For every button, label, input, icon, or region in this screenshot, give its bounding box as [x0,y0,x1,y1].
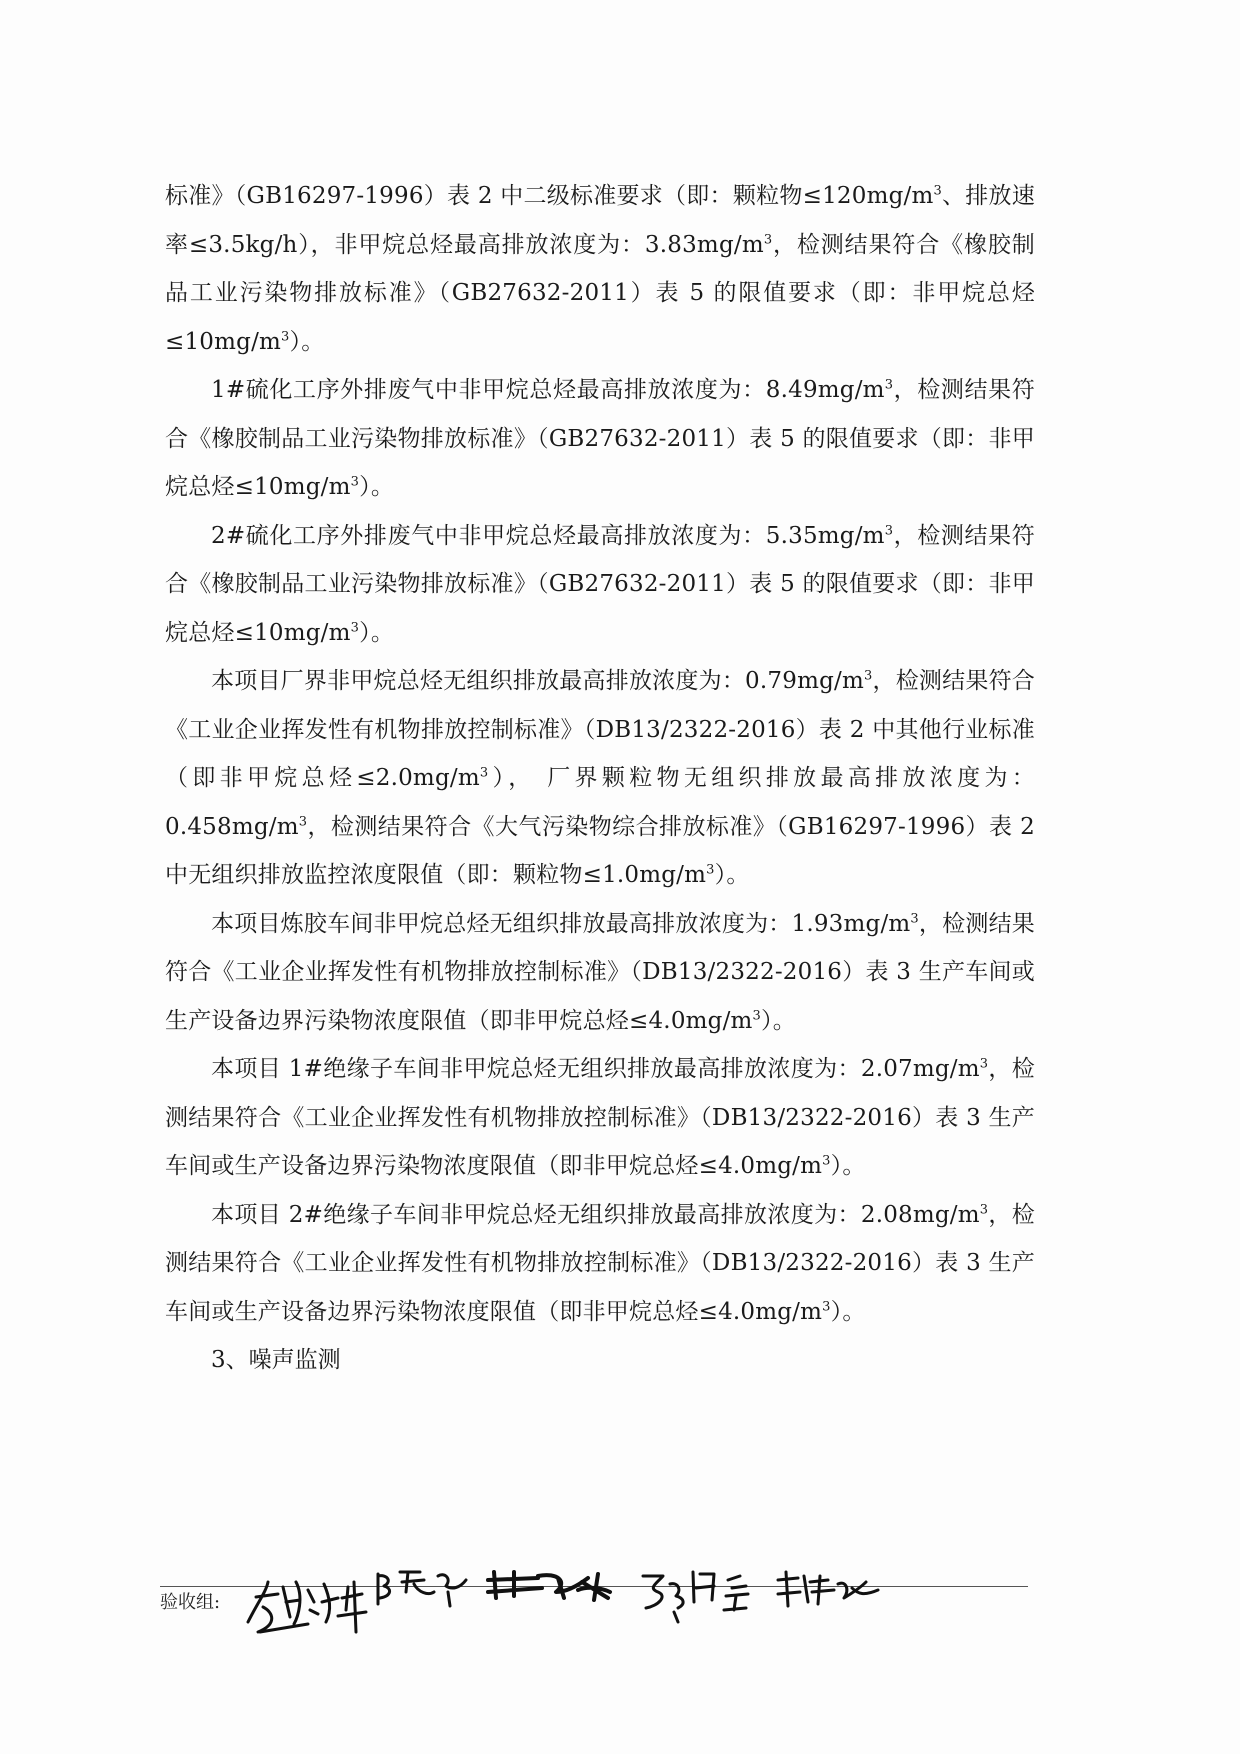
text-run: 标准》（GB16297-1996）表 2 中二级标准要求（即：颗粒物≤120mg/m [165,183,934,209]
superscript: 3 [979,1201,989,1217]
superscript: 3 [822,1298,831,1314]
section-heading-noise: 3、噪声监测 [211,1347,341,1373]
text-run: ，检测结果符合《工业企业挥发性有机物排放控制标准》（DB13/2322-2016）表 2 中其他行业标准（即非甲烷总烃≤2.0mg/m [165,668,1035,791]
signature-5 [778,1572,878,1606]
paragraph-6 [165,1045,1035,1191]
paragraph-5 [165,900,1035,1046]
text-run: ）。 [761,1007,796,1034]
acceptance-group-label: 验收组: [160,1592,221,1613]
handwritten-signatures [238,1562,1028,1642]
superscript: 3 [822,1153,831,1169]
superscript: 3 [706,862,715,878]
superscript: 3 [350,619,360,635]
paragraph-2 [165,366,1035,512]
paragraph-3 [165,512,1035,658]
text-run: ）， 厂界颗粒物无组织排放最高排放浓度为：0.458mg/m [165,765,1035,840]
text-run: ，检测结果符合《大气污染物综合排放标准》（GB16297-1996）表 2 中无组织排放监控浓度限值（即：颗粒物≤1.0mg/m [165,813,1035,888]
text-run: ）。 [359,474,395,500]
text-run: 本项目 2#绝缘子车间非甲烷总烃无组织排放最高排放浓度为：2.08mg/m [211,1201,980,1228]
paragraph-4 [165,657,1035,900]
paragraph-1 [165,172,1035,366]
signature-2 [378,1572,466,1606]
superscript: 3 [752,1007,762,1023]
text-run: 2#硫化工序外排废气中非甲烷总烃最高排放浓度为：5.35mg/m [211,522,885,549]
text-run: ，检测结果符合《工业企业挥发性有机物排放控制标准》（DB13/2322-2016）表 3 生产车间或生产设备边界污染物浓度限值（即非甲烷总烃≤4.0mg/m [165,1056,1035,1179]
text-run: 本项目 1#绝缘子车间非甲烷总烃无组织排放最高排放浓度为：2.07mg/m [211,1056,980,1082]
text-run: ）。 [714,862,750,888]
superscript: 3 [350,474,360,490]
superscript: 3 [479,765,489,781]
superscript: 3 [979,1056,989,1072]
text-run: ，检测结果符合《工业企业挥发性有机物排放控制标准》（DB13/2322-2016）表 3 生产车间或生产设备边界污染物浓度限值（即非甲烷总烃≤4.0mg/m [165,910,1036,1034]
text-run: ）。 [830,1298,866,1325]
text-run: ）。 [830,1153,866,1179]
superscript: 3 [933,183,942,199]
text-run: ，检测结果符合《橡胶制品工业污染物排放标准》（GB27632-2011）表 5 的限值要求（即：非甲烷总烃≤10mg/m [165,522,1036,646]
document-body [165,172,1035,1385]
text-run: 本项目炼胶车间非甲烷总烃无组织排放最高排放浓度为：1.93mg/m [211,910,911,937]
text-run: ，检测结果符合《工业企业挥发性有机物排放控制标准》（DB13/2322-2016）表 3 生产车间或生产设备边界污染物浓度限值（即非甲烷总烃≤4.0mg/m [165,1201,1035,1325]
text-run: 、排放速率≤3.5kg/h），非甲烷总烃最高排放浓度为：3.83mg/m [165,183,1035,258]
paragraph-7 [165,1191,1035,1337]
text-run: ）。 [359,619,395,646]
superscript: 3 [884,377,894,393]
superscript: 3 [910,910,919,926]
signature-1 [248,1582,366,1632]
signature-4 [643,1572,748,1622]
signature-3 [488,1572,610,1600]
superscript: 3 [863,668,873,684]
text-run: ，检测结果符合《橡胶制品工业污染物排放标准》（GB27632-2011）表 5 的限值要求（即：非甲烷总烃≤10mg/m [165,377,1036,500]
text-run: ，检测结果符合《橡胶制品工业污染物排放标准》（GB27632-2011）表 5 的限值要求（即：非甲烷总烃≤10mg/m [165,231,1035,355]
superscript: 3 [298,813,308,829]
text-run: ）。 [289,328,325,355]
superscript: 3 [281,328,290,344]
text-run: 本项目厂界非甲烷总烃无组织排放最高排放浓度为：0.79mg/m [211,668,864,694]
text-run: 1#硫化工序外排废气中非甲烷总烃最高排放浓度为：8.49mg/m [211,377,885,403]
signature-footer [160,1562,1030,1642]
superscript: 3 [763,231,773,247]
superscript: 3 [884,522,894,538]
